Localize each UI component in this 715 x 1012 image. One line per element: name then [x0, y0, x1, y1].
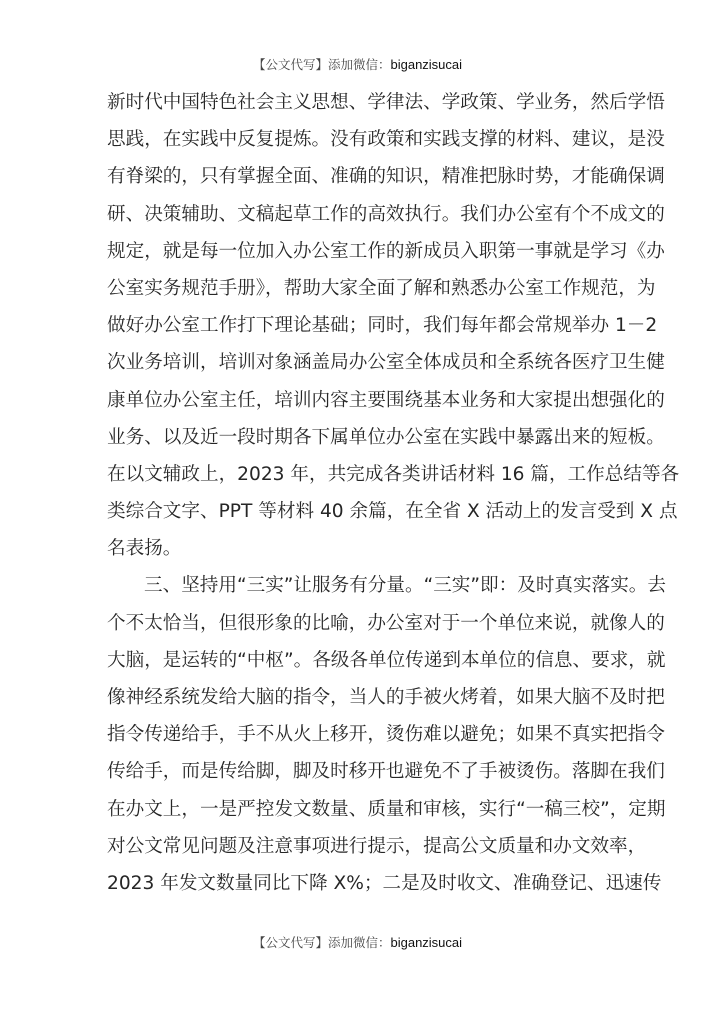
- header-label: 【公文代写】添加微信：: [252, 57, 391, 72]
- text-line: 次业务培训，培训对象涵盖局办公室全体成员和全系统各医疗卫生健: [107, 352, 665, 374]
- page-footer-watermark: [0, 933, 715, 951]
- section-heading-line: 三、坚持用“三实”让服务有分量。“三实”即：及时真实落实。去: [144, 575, 666, 597]
- text-line: 传给手，而是传给脚，脚及时移开也避免不了手被烫伤。落脚在我们: [107, 761, 665, 783]
- text-line: 指令传递给手，手不从火上移开，烫伤难以避免；如果不真实把指令: [107, 724, 665, 746]
- text-line: 研、决策辅助、文稿起草工作的高效执行。我们办公室有个不成文的: [107, 203, 665, 225]
- body-text: [107, 84, 680, 902]
- footer-wechat-id: biganzisucai: [390, 935, 463, 950]
- footer-label: 【公文代写】添加微信：: [252, 935, 391, 950]
- text-line: 康单位办公室主任，培训内容主要围绕基本业务和大家提出想强化的: [107, 389, 665, 411]
- text-line: 类综合文字、PPT 等材料 40 余篇，在全省 X 活动上的发言受到 X 点: [107, 501, 678, 523]
- text-line: 做好办公室工作打下理论基础；同时，我们每年都会常规举办 1－2: [107, 315, 658, 337]
- text-line: 在以文辅政上，2023 年，共完成各类讲话材料 16 篇，工作总结等各: [107, 463, 680, 485]
- text-line: 思践，在实践中反复提炼。没有政策和实践支撑的材料、建议，是没: [107, 129, 665, 151]
- text-line: 大脑，是运转的“中枢”。各级各单位传递到本单位的信息、要求，就: [107, 649, 666, 671]
- text-line: 名表扬。: [107, 538, 182, 560]
- text-line: 公室实务规范手册》，帮助大家全面了解和熟悉办公室工作规范，为: [107, 277, 656, 299]
- text-line: 个不太恰当，但很形象的比喻，办公室对于一个单位来说，就像人的: [107, 612, 665, 634]
- text-line: 在办文上，一是严控发文数量、质量和审核，实行“一稿三校”，定期: [107, 798, 666, 820]
- text-line: 新时代中国特色社会主义思想、学律法、学政策、学业务，然后学悟: [107, 92, 665, 113]
- text-line: 规定，就是每一位加入办公室工作的新成员入职第一事就是学习《办: [107, 240, 665, 262]
- text-line: 像神经系统发给大脑的指令，当人的手被火烤着，如果大脑不及时把: [107, 687, 665, 708]
- page-header-watermark: [0, 55, 715, 73]
- header-wechat-id: biganzisucai: [390, 57, 463, 72]
- text-line: 有脊梁的，只有掌握全面、准确的知识，精准把脉时势，才能确保调: [107, 166, 665, 188]
- text-line: 业务、以及近一段时期各下属单位办公室在实践中暴露出来的短板。: [107, 426, 665, 448]
- text-line: 2023 年发文数量同比下降 X%；二是及时收文、准确登记、迅速传: [107, 872, 662, 894]
- text-line: 对公文常见问题及注意事项进行提示，提高公文质量和办文效率，: [107, 835, 647, 857]
